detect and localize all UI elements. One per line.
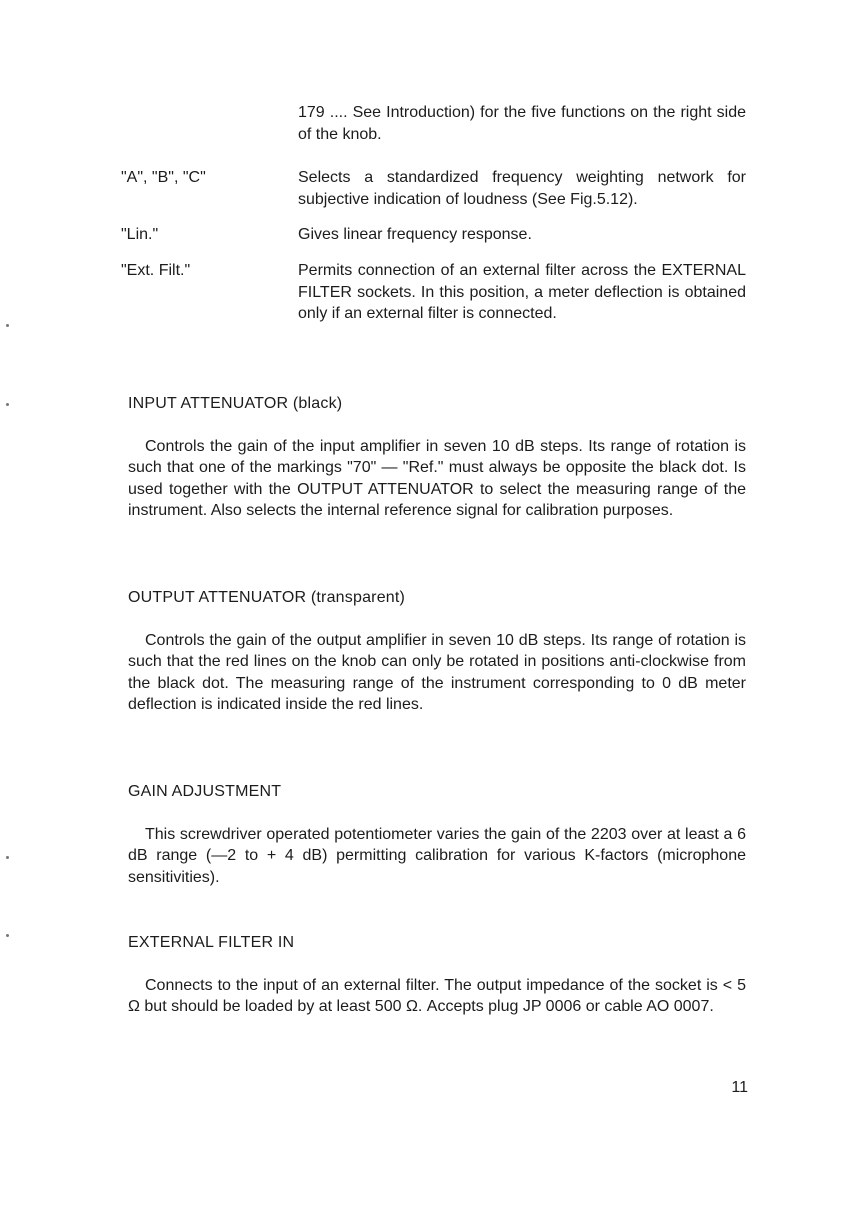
section-body: This screwdriver operated potentiometer varies the gain of the 2203 over at least a 6 dB range (—2 to + 4 dB) permitting calibration for various K-factors (microphone sensitivities). — [128, 825, 746, 886]
section-heading: OUTPUT ATTENUATOR (transparent) — [128, 589, 406, 606]
section-external-filter-in — [128, 932, 746, 1018]
scan-mark — [6, 856, 9, 859]
definition-term: "Lin." — [121, 226, 159, 243]
section-body: Controls the gain of the input amplifier in seven 10 dB steps. Its range of rotation is such that one of the markings "70" — "Ref." must always be opposite the black dot. Is used together with the OUTPUT ATTENUATOR to select the measuring range of the instrument. Also selects the internal reference signal for calibration purposes. — [128, 437, 746, 519]
definition-description: Selects a standardized frequency weighting network for subjective indication of loudness (See Fig.5.12). — [298, 169, 746, 208]
definition-description: Permits connection of an external filter across the EXTERNAL FILTER sockets. In this position, a meter deflection is obtained only if an external filter is connected. — [298, 262, 746, 322]
page-number: 11 — [731, 1079, 748, 1096]
definition-term: "A", "B", "C" — [121, 169, 206, 186]
scan-mark — [6, 403, 9, 406]
definition-description: Gives linear frequency response. — [298, 226, 532, 243]
scan-mark — [6, 324, 9, 327]
intro-text: 179 .... See Introduction) for the five functions on the right side of the knob. — [298, 104, 746, 143]
section-input-attenuator — [128, 393, 746, 522]
section-heading: GAIN ADJUSTMENT — [128, 783, 282, 800]
section-heading: INPUT ATTENUATOR (black) — [128, 395, 343, 412]
section-body: Connects to the input of an external filter. The output impedance of the socket is < 5 Ω but should be loaded by at least 500 Ω. Accepts plug JP 0006 or cable AO 0007. — [128, 976, 746, 1015]
section-gain-adjustment — [128, 781, 746, 888]
section-heading: EXTERNAL FILTER IN — [128, 934, 295, 951]
scan-mark — [6, 934, 9, 937]
section-output-attenuator — [128, 587, 746, 716]
section-body: Controls the gain of the output amplifier in seven 10 dB steps. Its range of rotation is such that the red lines on the knob can only be rotated in positions anti-clockwise from the black dot. The measuring range of the instrument corresponding to 0 dB meter deflection is indicated inside the red lines. — [128, 631, 746, 713]
definition-term: "Ext. Filt." — [121, 262, 191, 279]
